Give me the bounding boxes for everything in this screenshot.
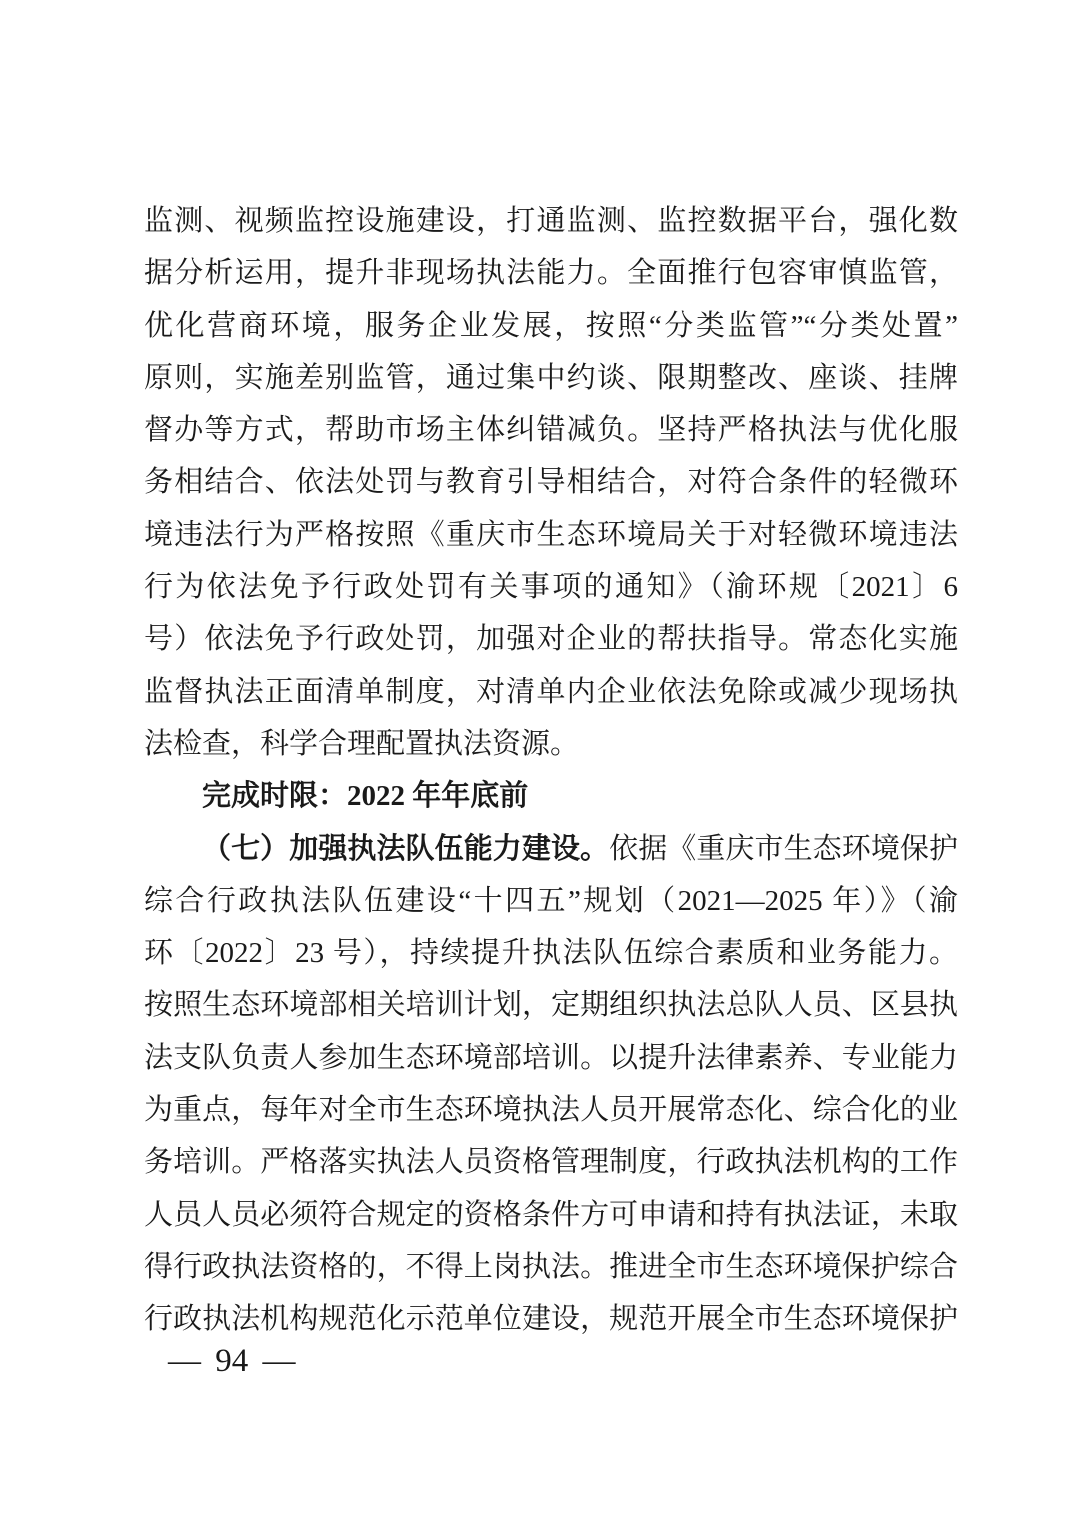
text-line xyxy=(144,875,958,927)
text-segment: 务培训。严格落实执法人员资格管理制度，行政执法机构的工作 xyxy=(144,1146,958,1179)
text-segment: 境违法行为严格按照《重庆市生态环境局关于对轻微环境违法 xyxy=(144,518,958,551)
text-line xyxy=(144,1084,958,1136)
text-line xyxy=(144,247,958,299)
text-line xyxy=(144,718,958,770)
text-segment: 为重点，每年对全市生态环境执法人员开展常态化、综合化的业 xyxy=(144,1094,958,1127)
text-segment: 务相结合、依法处罚与教育引导相结合，对符合条件的轻微环 xyxy=(144,466,958,499)
text-segment: 原则，实施差别监管，通过集中约谈、限期整改、座谈、挂牌 xyxy=(144,361,958,394)
text-segment: 据分析运用，提升非现场执法能力。全面推行包容审慎监管， xyxy=(144,257,958,290)
text-line xyxy=(144,1032,958,1084)
text-segment: 督办等方式，帮助市场主体纠错减负。坚持严格执法与优化服 xyxy=(144,414,958,447)
text-segment: 法支队负责人参加生态环境部培训。以提升法律素养、专业能力 xyxy=(144,1041,958,1074)
text-line xyxy=(144,300,958,352)
bold-text-segment: 完成时限：2022 年年底前 xyxy=(202,780,529,813)
text-segment: 号）依法免予行政处罚，加强对企业的帮扶指导。常态化实施 xyxy=(144,623,958,656)
bold-text-segment: （七）加强执法队伍能力建设。 xyxy=(202,832,610,865)
text-segment: 行为依法免予行政处罚有关事项的通知》（渝环规〔2021〕6 xyxy=(144,571,958,604)
text-segment: 综合行政执法队伍建设“十四五”规划（2021—2025 年）》（渝 xyxy=(144,884,958,917)
text-line xyxy=(144,613,958,665)
text-segment: 法检查，科学合理配置执法资源。 xyxy=(144,727,580,760)
text-segment: 人员人员必须符合规定的资格条件方可申请和持有执法证，未取 xyxy=(144,1198,958,1231)
text-line xyxy=(144,1241,958,1293)
text-segment: 监督执法正面清单制度，对清单内企业依法免除或减少现场执 xyxy=(144,675,958,708)
text-line xyxy=(144,352,958,404)
text-line xyxy=(144,509,958,561)
text-line xyxy=(144,456,958,508)
text-line xyxy=(144,927,958,979)
page-number-footer: — 94 — xyxy=(168,1343,296,1379)
text-segment: 监测、视频监控设施建设，打通监测、监控数据平台，强化数 xyxy=(144,205,958,237)
text-line xyxy=(144,770,958,822)
text-segment: 行政执法机构规范化示范单位建设，规范开展全市生态环境保护 xyxy=(144,1303,958,1336)
text-line xyxy=(144,1189,958,1241)
text-line xyxy=(144,561,958,613)
text-line xyxy=(144,1136,958,1188)
text-line xyxy=(144,823,958,875)
text-segment: 依据《重庆市生态环境保护 xyxy=(609,832,958,865)
text-line xyxy=(144,666,958,718)
text-line xyxy=(144,404,958,456)
text-line xyxy=(144,979,958,1031)
text-segment: 得行政执法资格的，不得上岗执法。推进全市生态环境保护综合 xyxy=(144,1250,958,1283)
text-segment: 按照生态环境部相关培训计划，定期组织执法总队人员、区县执 xyxy=(144,989,958,1022)
text-line xyxy=(144,1293,958,1345)
document-body xyxy=(144,195,958,1346)
text-line xyxy=(144,195,958,247)
text-segment: 优化营商环境，服务企业发展，按照“分类监管”“分类处置” xyxy=(144,309,958,342)
text-segment: 环〔2022〕23 号），持续提升执法队伍综合素质和业务能力。 xyxy=(144,937,958,970)
